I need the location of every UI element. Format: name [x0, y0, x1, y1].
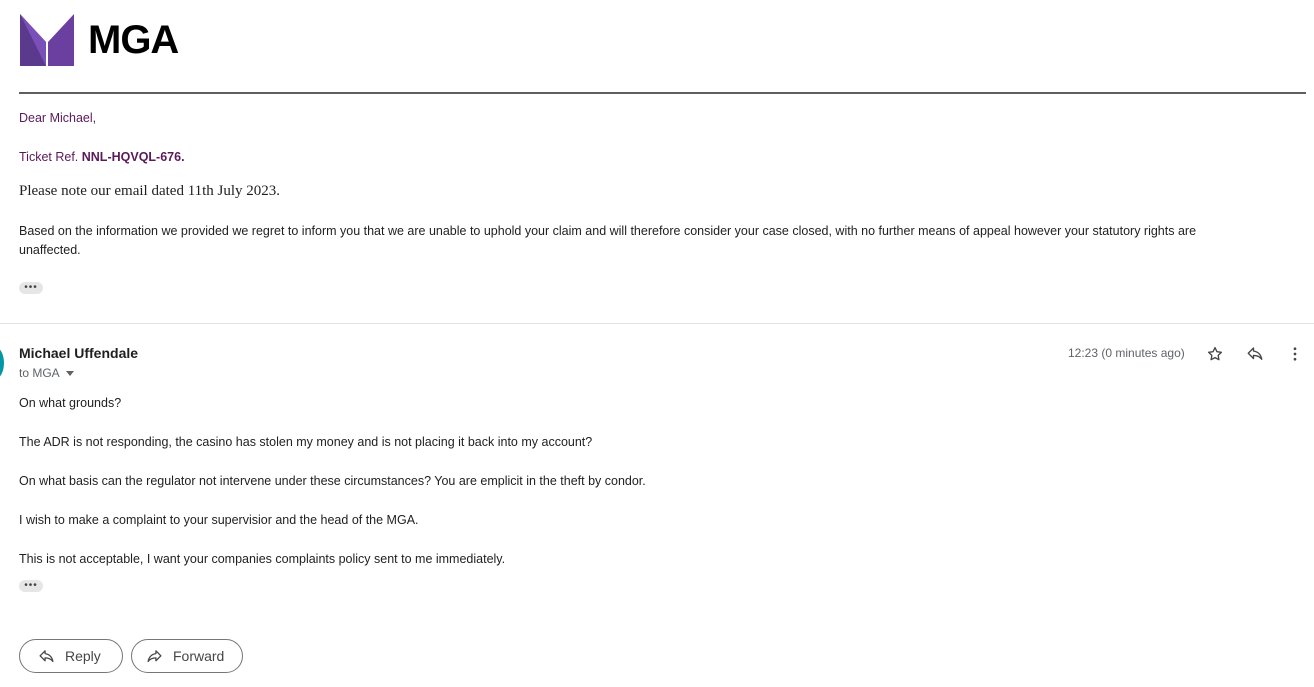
avatar[interactable]	[0, 347, 4, 379]
reply-icon	[38, 648, 55, 665]
show-trimmed-content-button[interactable]: •••	[19, 282, 43, 294]
ticket-line	[19, 150, 185, 164]
ticket-prefix: Ticket Ref.	[19, 150, 82, 164]
chevron-down-icon[interactable]	[66, 371, 74, 376]
reply-icon-button[interactable]	[1243, 342, 1267, 366]
quoted-body-line-1: Based on the information we provided we regret to inform you that we are unable to uphold your claim and will therefore consider your case closed, with no further means of appeal however your statutory rights are	[19, 224, 1197, 238]
sender-name[interactable]: Michael Uffendale	[19, 345, 139, 361]
ticket-ref: NNL-HQVQL-676.	[81, 150, 185, 164]
quoted-body-line-2: unaffected.	[19, 243, 81, 257]
message-line: I wish to make a complaint to your supervisior and the head of the MGA.	[19, 513, 419, 527]
header-rule	[19, 92, 1306, 94]
message-line: On what basis can the regulator not intervene under these circumstances? You are emplicit in the theft by condor.	[19, 474, 646, 488]
forward-button-label: Forward	[173, 648, 225, 664]
logo-text: MGA	[88, 18, 179, 62]
more-options-button[interactable]	[1283, 342, 1307, 366]
recipient-details[interactable]	[19, 366, 74, 380]
reply-button[interactable]	[19, 639, 123, 673]
message-divider	[0, 323, 1314, 324]
mga-logo	[20, 14, 178, 66]
show-trimmed-content-button[interactable]: •••	[19, 580, 43, 592]
more-vert-icon	[1286, 345, 1304, 363]
reply-button-label: Reply	[65, 648, 101, 664]
message-timestamp: 12:23 (0 minutes ago)	[1068, 346, 1185, 360]
reply-icon	[1246, 345, 1264, 363]
forward-icon	[146, 648, 163, 665]
star-button[interactable]	[1203, 342, 1227, 366]
forward-button[interactable]	[131, 639, 243, 673]
recipient-label: to MGA	[19, 366, 60, 380]
message-line: On what grounds?	[19, 396, 122, 410]
message-line: The ADR is not responding, the casino has stolen my money and is not placing it back into my account?	[19, 435, 593, 449]
message-line: This is not acceptable, I want your companies complaints policy sent to me immediately.	[19, 552, 506, 566]
mga-logo-mark-icon	[20, 14, 74, 66]
star-icon	[1206, 345, 1224, 363]
note-line: Please note our email dated 11th July 2023.	[19, 183, 281, 199]
greeting: Dear Michael,	[19, 111, 97, 125]
